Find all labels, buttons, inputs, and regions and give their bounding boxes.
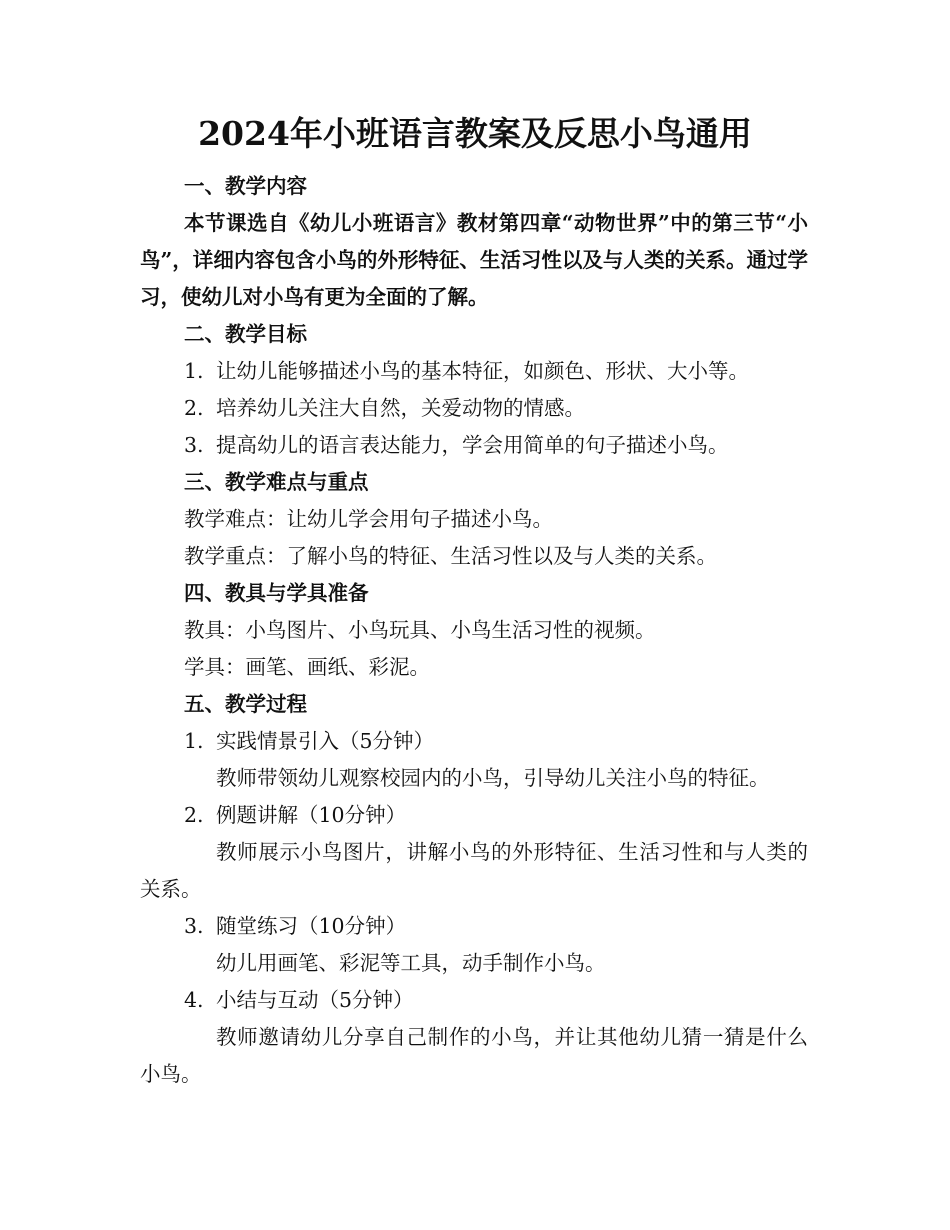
document-body [140, 168, 808, 1093]
process-step-2-title [140, 797, 808, 834]
teaching-difficulty: 教学难点：让幼儿学会用句子描述小鸟。 [184, 507, 553, 531]
section-heading-process: 五、教学过程 [184, 692, 307, 716]
step-number: 1. [184, 729, 204, 753]
objective-text: 培养幼儿关注大自然，关爱动物的情感。 [216, 396, 585, 420]
content-paragraph: 本节课选自《幼儿小班语言》教材第四章“动物世界”中的第三节“小鸟”，详细内容包含小鸟的外形特征、生活习性以及与人类的关系。通过学习，使幼儿对小鸟有更为全面的了解。 [140, 211, 808, 309]
section-heading-objectives: 二、教学目标 [184, 322, 307, 346]
objective-item-2 [140, 390, 808, 427]
process-step-4-desc: 教师邀请幼儿分享自己制作的小鸟，并让其他幼儿猜一猜是什么小鸟。 [140, 1025, 808, 1086]
teaching-key-point: 教学重点：了解小鸟的特征、生活习性以及与人类的关系。 [184, 544, 717, 568]
objective-number: 2. [184, 396, 204, 420]
step-number: 4. [184, 988, 204, 1012]
step-number: 3. [184, 914, 204, 938]
step-title: 实践情景引入（5分钟） [216, 729, 435, 753]
learning-aids: 学具：画笔、画纸、彩泥。 [184, 655, 430, 679]
step-title: 随堂练习（10分钟） [216, 914, 407, 938]
process-step-3-title [140, 908, 808, 945]
objective-number: 3. [184, 433, 204, 457]
section-heading-materials: 四、教具与学具准备 [184, 581, 369, 605]
step-title: 小结与互动（5分钟） [216, 988, 414, 1012]
process-step-2-desc: 教师展示小鸟图片，讲解小鸟的外形特征、生活习性和与人类的关系。 [140, 840, 808, 901]
document-title: 2024年小班语言教案及反思小鸟通用 [198, 114, 752, 153]
process-step-1-title [140, 723, 808, 760]
process-step-3-desc: 幼儿用画笔、彩泥等工具，动手制作小鸟。 [216, 951, 606, 975]
objective-item-3 [140, 427, 808, 464]
process-step-1-desc: 教师带领幼儿观察校园内的小鸟，引导幼儿关注小鸟的特征。 [216, 766, 770, 790]
objective-item-1 [140, 353, 808, 390]
section-heading-difficulties: 三、教学难点与重点 [184, 470, 369, 494]
objective-text: 让幼儿能够描述小鸟的基本特征，如颜色、形状、大小等。 [216, 359, 749, 383]
process-step-4-title [140, 982, 808, 1019]
teaching-aids: 教具：小鸟图片、小鸟玩具、小鸟生活习性的视频。 [184, 618, 656, 642]
objective-text: 提高幼儿的语言表达能力，学会用简单的句子描述小鸟。 [216, 433, 729, 457]
section-heading-content: 一、教学内容 [184, 174, 307, 198]
objective-number: 1. [184, 359, 204, 383]
step-title: 例题讲解（10分钟） [216, 803, 407, 827]
step-number: 2. [184, 803, 204, 827]
